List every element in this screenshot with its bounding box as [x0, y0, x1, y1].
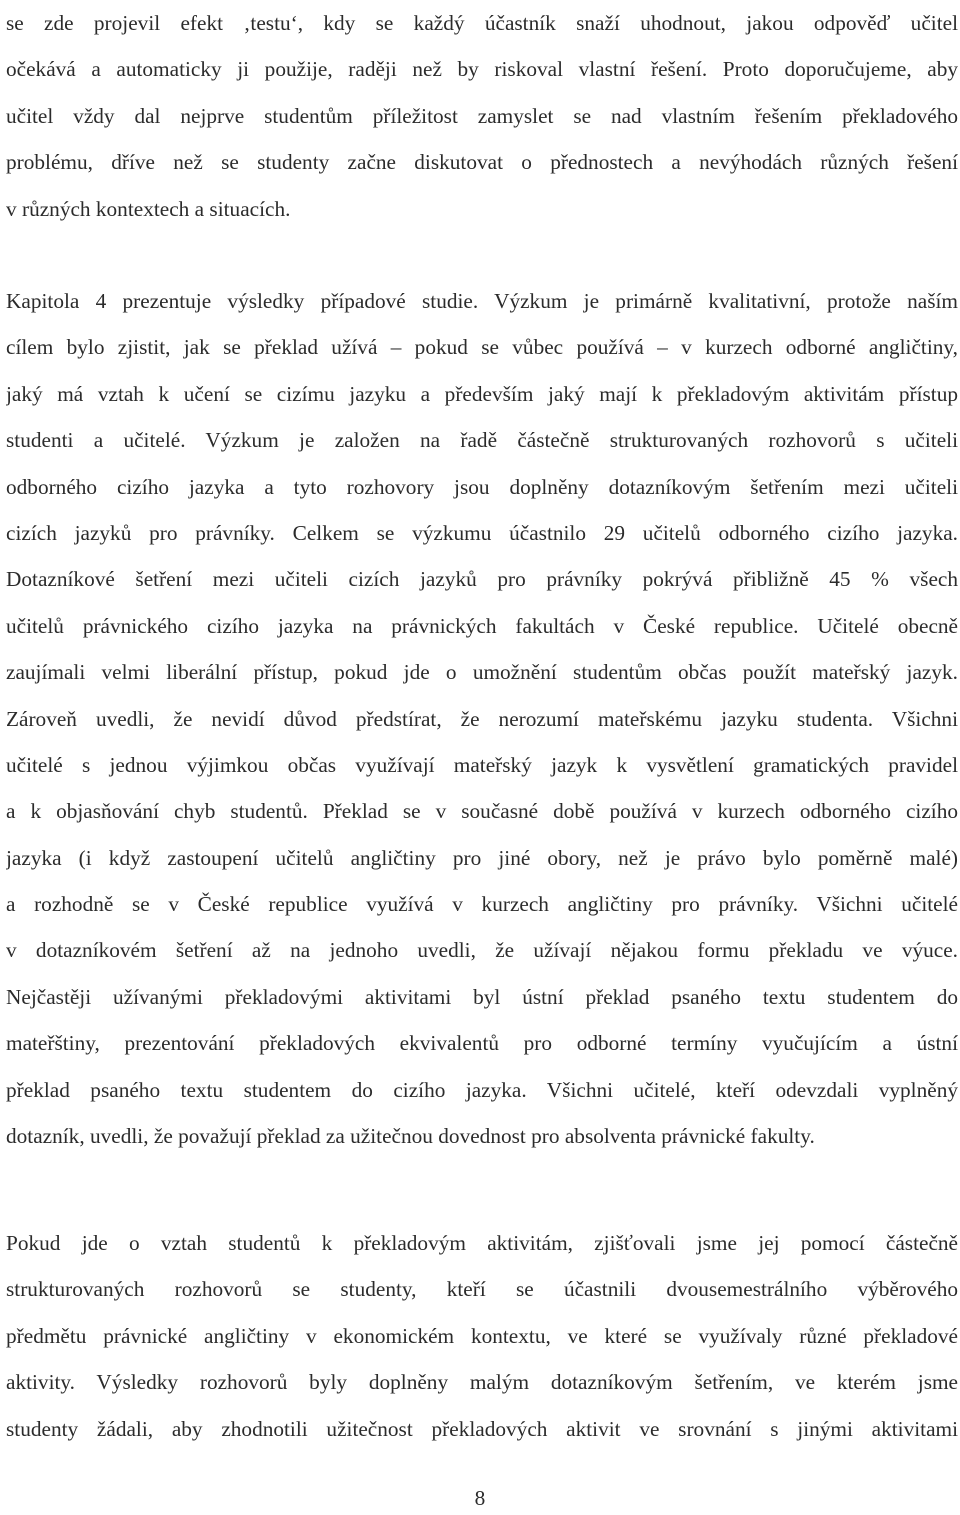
text-line: jaký má vztah k učení se cizímu jazyku a především jaký mají k překladovým aktivitám přístup [6, 381, 958, 406]
text-line: překlad psaného textu studentem do cizího jazyka. Všichni učitelé, kteří odevzdali vyplněný [6, 1077, 958, 1102]
text-line: zaujímali velmi liberální přístup, pokud jde o umožnění studentům občas použít mateřský jazyk. [6, 660, 958, 685]
text-line: v dotazníkovém šetření až na jednoho uvedli, že užívají nějakou formu překladu ve výuce. [6, 938, 958, 963]
text-line: předmětu právnické angličtiny v ekonomickém kontextu, ve které se využívaly různé překladové [6, 1323, 958, 1348]
paragraph-2 [6, 278, 958, 1159]
text-line: se zde projevil efekt ‚testu‘, kdy se každý účastník snaží uhodnout, jakou odpověď učitel [6, 11, 958, 35]
text-line: v různých kontextech a situacích. [6, 196, 291, 221]
text-line: Kapitola 4 prezentuje výsledky případové studie. Výzkum je primárně kvalitativní, protože naším [6, 289, 958, 313]
text-line: dotazník, uvedli, že považují překlad za užitečnou dovednost pro absolventa právnické fakulty. [6, 1124, 815, 1149]
paragraph-3 [6, 1220, 958, 1452]
text-line: učitelů právnického cizího jazyka na právnických fakultách v České republice. Učitelé obecně [6, 613, 958, 638]
text-line: studenti a učitelé. Výzkum je založen na řadě částečně strukturovaných rozhovorů s učiteli [6, 428, 958, 453]
text-line: a k objasňování chyb studentů. Překlad se v současné době používá v kurzech odborného cizího [6, 799, 958, 824]
paragraph-1 [6, 0, 958, 232]
text-line: aktivity. Výsledky rozhovorů byly doplněny malým dotazníkovým šetřením, ve kterém jsme [6, 1370, 958, 1395]
text-line: cílem bylo zjistit, jak se překlad užívá – pokud se vůbec používá – v kurzech odborné angličtiny, [6, 335, 958, 360]
text-line: Dotazníkové šetření mezi učiteli cizích jazyků pro právníky pokrývá přibližně 45 % všech [6, 567, 958, 592]
page-number: 8 [474, 1486, 486, 1510]
text-line: cizích jazyků pro právníky. Celkem se výzkumu účastnilo 29 učitelů odborného cizího jazyka. [6, 520, 958, 545]
text-line: studenty žádali, aby zhodnotili užitečnost překladových aktivit ve srovnání s jinými aktivitami [6, 1416, 958, 1441]
text-line: Zároveň uvedli, že nevidí důvod předstírat, že nerozumí mateřskému jazyku studenta. Všichni [6, 706, 958, 731]
text-line: Pokud jde o vztah studentů k překladovým aktivitám, zjišťovali jsme jej pomocí částečně [6, 1231, 958, 1255]
text-line: jazyka (i když zastoupení učitelů angličtiny pro jiné obory, než je právo bylo poměrně malé) [6, 845, 958, 870]
text-line: strukturovaných rozhovorů se studenty, kteří se účastnili dvousemestrálního výběrového [6, 1277, 958, 1302]
text-line: učitelé s jednou výjimkou občas využívají mateřský jazyk k vysvětlení gramatických pravidel [6, 752, 958, 777]
text-line: odborného cizího jazyka a tyto rozhovory jsou doplněny dotazníkovým šetřením mezi učiteli [6, 474, 958, 499]
text-line: učitel vždy dal nejprve studentům příležitost zamyslet se nad vlastním řešením překladového [6, 103, 958, 128]
text-line: problému, dříve než se studenty začne diskutovat o přednostech a nevýhodách různých řešení [6, 150, 958, 175]
text-line: Nejčastěji užívanými překladovými aktivitami byl ústní překlad psaného textu studentem do [6, 984, 958, 1009]
text-line: mateřštiny, prezentování překladových ekvivalentů pro odborné termíny vyučujícím a ústní [6, 1031, 958, 1056]
text-line: očekává a automaticky ji použije, raději než by riskoval vlastní řešení. Proto doporučujeme, aby [6, 57, 958, 82]
text-line: a rozhodně se v České republice využívá v kurzech angličtiny pro právníky. Všichni učitelé [6, 892, 958, 917]
